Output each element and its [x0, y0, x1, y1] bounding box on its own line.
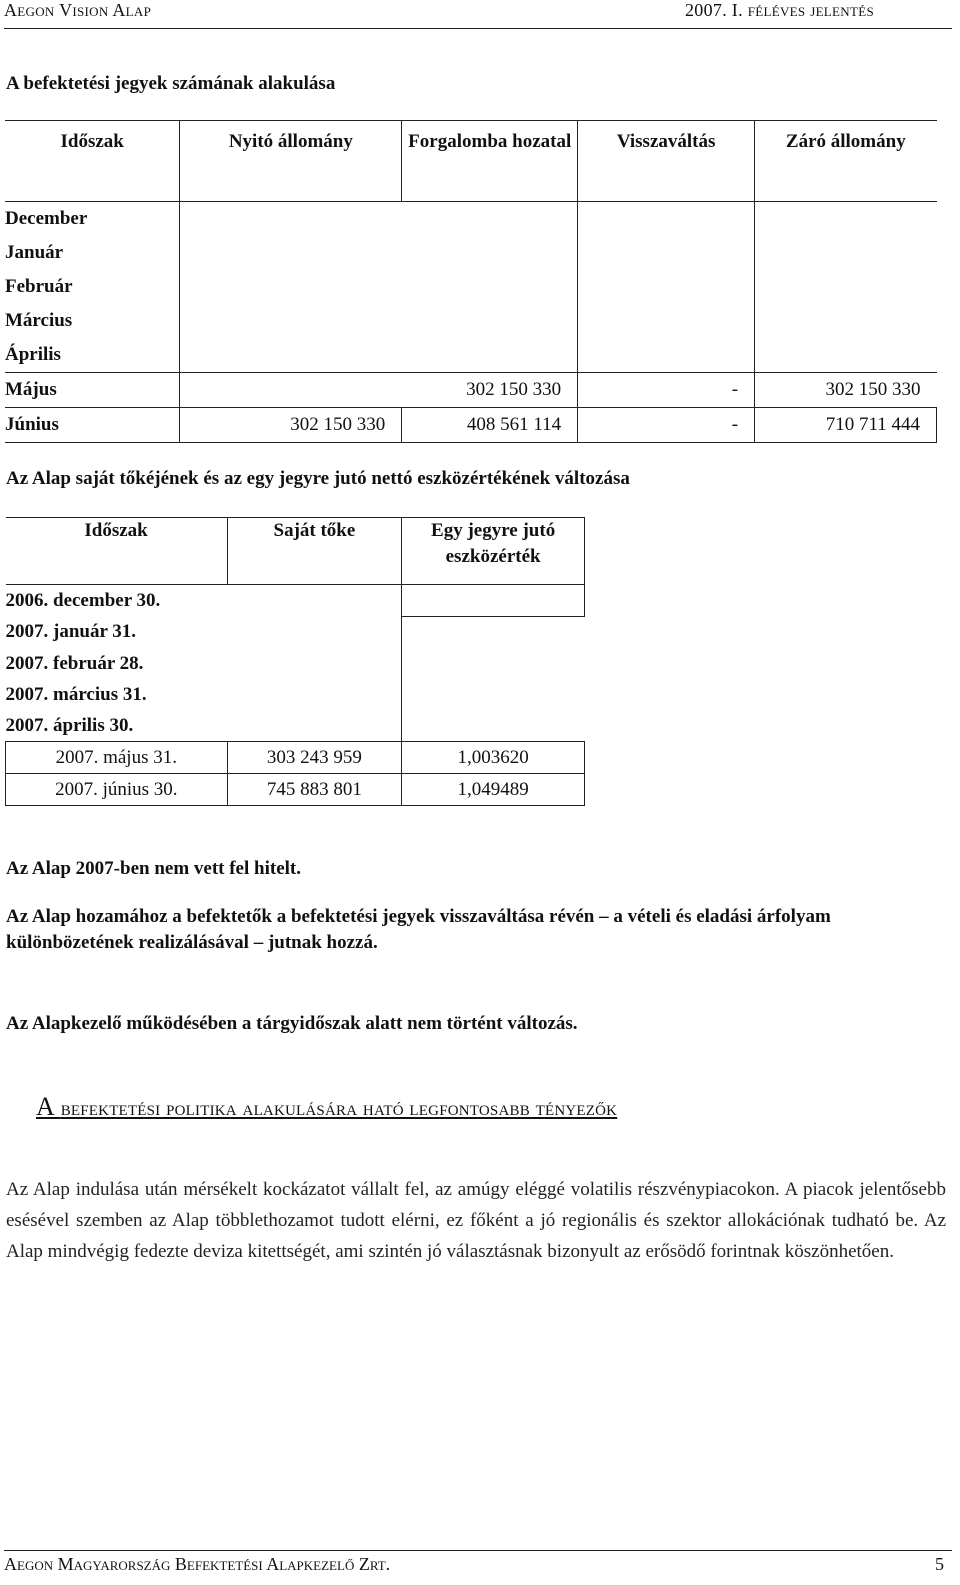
cell-nav	[402, 648, 585, 679]
cell-issued	[402, 202, 578, 237]
units-table-header	[5, 121, 937, 202]
row-period: Március	[5, 304, 180, 338]
table-row	[5, 373, 937, 408]
row-period: Január	[5, 236, 180, 270]
cell-closing: 302 150 330	[755, 373, 937, 408]
row-period: December	[5, 202, 180, 237]
cell-opening	[180, 236, 402, 270]
cell-opening	[180, 304, 402, 338]
row-period: 2007. május 31.	[6, 742, 228, 774]
row-period: 2007. április 30.	[5, 714, 134, 736]
row-period: Február	[5, 270, 180, 304]
col-header: Nyitó állomány	[180, 121, 402, 202]
cell-nav	[402, 617, 585, 649]
col-header: Időszak	[5, 121, 180, 202]
cell-nav	[402, 679, 585, 710]
credit-statement: Az Alap 2007-ben nem vett fel hitelt.	[6, 858, 301, 879]
cell-redeemed	[578, 202, 755, 237]
cell-redeemed	[578, 338, 755, 373]
footer-company: Aegon Magyarország Befektetési Alapkezelő Zrt.	[4, 1554, 391, 1574]
policy-heading-initial: A	[36, 1092, 55, 1121]
row-period: 2007. január 31.	[5, 621, 137, 643]
cell-issued	[402, 236, 578, 270]
footer-rule	[4, 1550, 952, 1551]
cell-equity: 303 243 959	[227, 742, 402, 774]
table-row	[5, 338, 937, 373]
cell-redeemed: -	[578, 373, 755, 408]
table-row	[6, 585, 585, 617]
cell-equity	[227, 585, 402, 617]
col-header: Egy jegyre jutó eszközérték	[402, 518, 585, 585]
equity-table-header	[6, 518, 585, 585]
cell-closing	[755, 236, 937, 270]
cell-issued	[402, 270, 578, 304]
cell-redeemed	[578, 270, 755, 304]
cell-redeemed: -	[578, 408, 755, 443]
cell-opening	[180, 338, 402, 373]
returns-statement: Az Alap hozamához a befektetők a befektetési jegyek visszaváltása révén – a vételi és eladási árfolyam különbözetének realizálásával – jutnak hozzá.	[6, 906, 831, 953]
row-period: Május	[5, 373, 180, 408]
table-row	[5, 304, 937, 338]
col-header: Saját tőke	[227, 518, 402, 585]
page-header	[4, 0, 952, 20]
cell-issued	[402, 338, 578, 373]
table-row	[6, 617, 585, 649]
cell-equity	[227, 617, 402, 649]
col-header: Forgalomba hozatal	[402, 121, 578, 202]
cell-issued: 302 150 330	[402, 373, 578, 408]
equity-table	[5, 517, 585, 806]
cell-issued: 408 561 114	[402, 408, 578, 443]
table-row	[6, 710, 585, 742]
page-number: 5	[935, 1554, 944, 1574]
table-row	[5, 408, 937, 443]
cell-closing	[755, 270, 937, 304]
policy-heading	[36, 1092, 617, 1122]
cell-opening	[180, 202, 402, 237]
cell-equity: 745 883 801	[227, 774, 402, 806]
cell-redeemed	[578, 304, 755, 338]
col-header: Visszaváltás	[578, 121, 755, 202]
cell-closing: 710 711 444	[755, 408, 937, 443]
equity-table-title: Az Alap saját tőkéjének és az egy jegyre jutó nettó eszközértékének változása	[6, 468, 630, 489]
cell-nav	[402, 585, 585, 617]
table-row	[5, 202, 937, 237]
row-period: 2007. február 28.	[5, 652, 144, 674]
cell-equity	[227, 679, 402, 710]
policy-heading-text: befektetési politika alakulására ható legfontosabb tényezők	[60, 1095, 618, 1120]
row-period: Április	[5, 338, 180, 373]
table-row	[5, 236, 937, 270]
table-row	[6, 774, 585, 806]
cell-equity	[227, 648, 402, 679]
table-row	[6, 648, 585, 679]
table-row	[5, 270, 937, 304]
cell-nav: 1,003620	[402, 742, 585, 774]
units-table-title: A befektetési jegyek számának alakulása	[6, 73, 336, 94]
cell-opening	[180, 270, 402, 304]
cell-closing	[755, 304, 937, 338]
cell-equity	[227, 710, 402, 742]
policy-paragraph: Az Alap indulása után mérsékelt kockázatot vállalt fel, az amúgy eléggé volatilis részvénypiacokon. A piacok jelentősebb esésével szemben az Alap többlethozamot tudott elérni, ez főként a jó regionális és szektor allokációnak tudható be. Az Alap mindvégig fedezte deviza kitettségét, ami szintén jó választásnak bizonyult az erősödő forintnak köszönhetően.	[6, 1179, 946, 1262]
manager-statement: Az Alapkezelő működésében a tárgyidőszak alatt nem történt változás.	[6, 1013, 578, 1034]
header-report-title: 2007. I. féléves jelentés	[685, 0, 874, 20]
cell-issued	[402, 304, 578, 338]
cell-closing	[755, 202, 937, 237]
header-rule	[4, 28, 952, 29]
row-period: Június	[5, 408, 180, 443]
col-header: Időszak	[6, 518, 228, 585]
units-table	[5, 120, 937, 443]
cell-nav	[402, 710, 585, 742]
row-period: 2006. december 30.	[5, 589, 161, 611]
cell-closing	[755, 338, 937, 373]
table-row	[6, 742, 585, 774]
col-header: Záró állomány	[755, 121, 937, 202]
table-row	[6, 679, 585, 710]
cell-opening: 302 150 330	[180, 408, 402, 443]
cell-redeemed	[578, 236, 755, 270]
row-period: 2007. március 31.	[5, 683, 147, 705]
row-period: 2007. június 30.	[6, 774, 228, 806]
cell-opening	[180, 373, 402, 408]
cell-nav: 1,049489	[402, 774, 585, 806]
header-fund-name: Aegon Vision Alap	[4, 0, 152, 20]
